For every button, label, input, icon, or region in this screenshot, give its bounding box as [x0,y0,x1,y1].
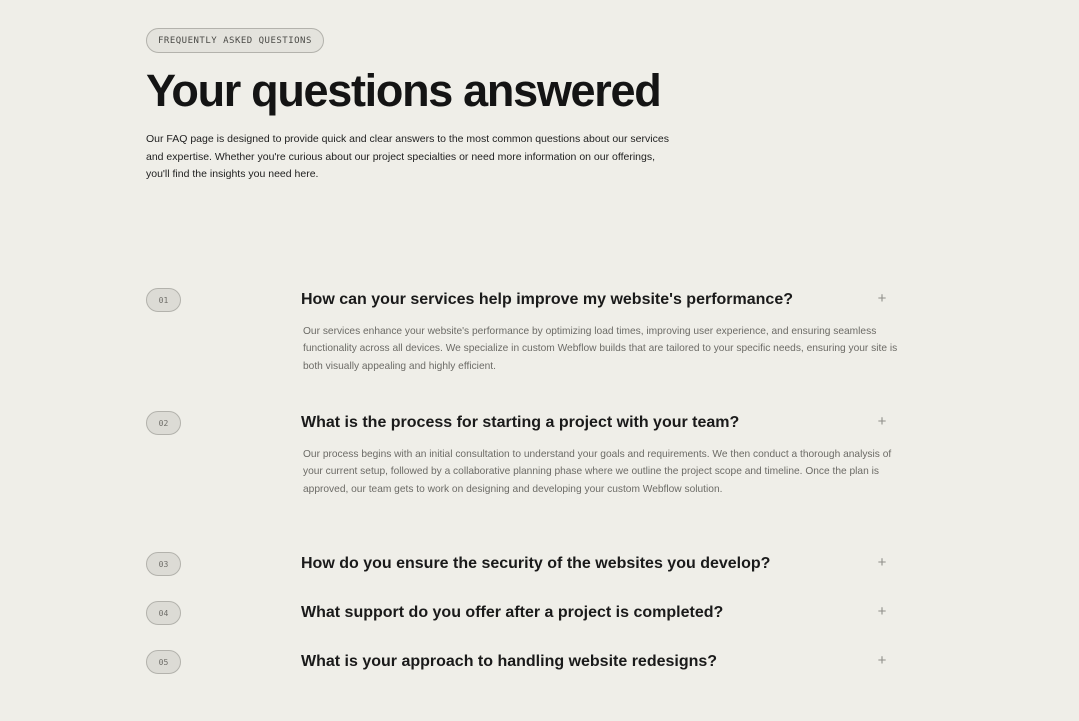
plus-icon[interactable]: + [877,413,887,430]
faq-number-badge: 04 [146,601,181,625]
faq-question[interactable]: How can your services help improve my website's performance? [301,291,793,308]
faq-question[interactable]: How do you ensure the security of the websites you develop? [301,555,771,572]
plus-icon[interactable]: + [877,603,887,620]
faq-number-badge: 03 [146,552,181,576]
faq-question[interactable]: What support do you offer after a project is completed? [301,604,724,621]
intro-paragraph: Our FAQ page is designed to provide quick and clear answers to the most common questions about our services and expertise. Whether you're curious about our project specialties or need more information on our offerings, you'll find the insights you need here. [146,133,669,180]
faq-number-badge: 02 [146,411,181,435]
faq-question[interactable]: What is your approach to handling website redesigns? [301,653,718,670]
faq-number-badge: 01 [146,288,181,312]
faq-number-badge: 05 [146,650,181,674]
faq-answer: Our services enhance your website's performance by optimizing load times, improving user experience, and ensuring seamless functionality across all devices. We specialize in custom Webflow builds that are tailored to your specific needs, ensuring your site is both visually appealing and highly efficient. [303,326,898,372]
plus-icon[interactable]: + [877,554,887,571]
faq-header [146,28,906,184]
section-eyebrow-badge: FREQUENTLY ASKED QUESTIONS [146,28,324,53]
plus-icon[interactable]: + [877,290,887,307]
faq-question[interactable]: What is the process for starting a project with your team? [301,414,740,431]
page-title: Your questions answered [146,65,661,116]
plus-icon[interactable]: + [877,652,887,669]
faq-answer: Our process begins with an initial consultation to understand your goals and requirements. We then conduct a thorough analysis of your current setup, followed by a collaborative planning phase where we outline the project scope and timeline. Once the plan is approved, our team gets to work on designing and developing your custom Webflow solution. [303,449,892,495]
